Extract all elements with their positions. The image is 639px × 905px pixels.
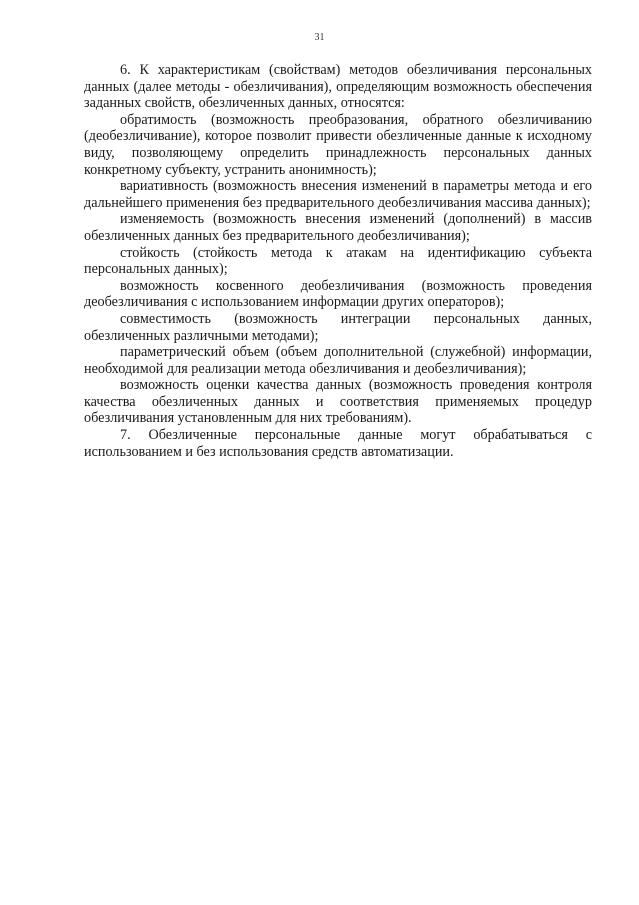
page-number: 31 bbox=[314, 32, 325, 43]
document-body bbox=[84, 62, 592, 460]
paragraph-quality-assessment: возможность оценки качества данных (возможность проведения контроля качества обезличенных данных и соответствия применяемых процедур обезличивания установленным для них требованиям). bbox=[84, 377, 592, 427]
paragraph-reversibility: обратимость (возможность преобразования, обратного обезличиванию (деобезличивание), которое позволит привести обезличенные данные к исходному виду, позволяющему определить принадлежность персональных данных конкретному субъекту, устранить анонимность); bbox=[84, 111, 592, 178]
paragraph-7: 7. Обезличенные персональные данные могут обрабатываться с использованием и без использования средств автоматизации. bbox=[84, 427, 592, 460]
paragraph-changeability: изменяемость (возможность внесения изменений (дополнений) в массив обезличенных данных без предварительного деобезличивания); bbox=[84, 211, 592, 244]
paragraph-resistance: стойкость (стойкость метода к атакам на идентификацию субъекта персональных данных); bbox=[84, 244, 592, 278]
paragraph-6-intro: 6. К характеристикам (свойствам) методов обезличивания персональных данных (далее методы - обезличивания), определяющим возможность обеспечения заданных свойств, обезличенных данных, относятся: bbox=[84, 62, 592, 112]
paragraph-indirect-deanonymization: возможность косвенного деобезличивания (возможность проведения деобезличивания с использованием информации других операторов); bbox=[84, 277, 592, 311]
paragraph-parametric-volume: параметрический объем (объем дополнительной (служебной) информации, необходимой для реализации метода обезличивания и деобезличивания); bbox=[84, 344, 592, 377]
paragraph-variability: вариативность (возможность внесения изменений в параметры метода и его дальнейшего применения без предварительного деобезличивания массива данных); bbox=[84, 178, 592, 211]
paragraph-compatibility: совместимость (возможность интеграции персональных данных, обезличенных различными методами); bbox=[84, 310, 592, 344]
